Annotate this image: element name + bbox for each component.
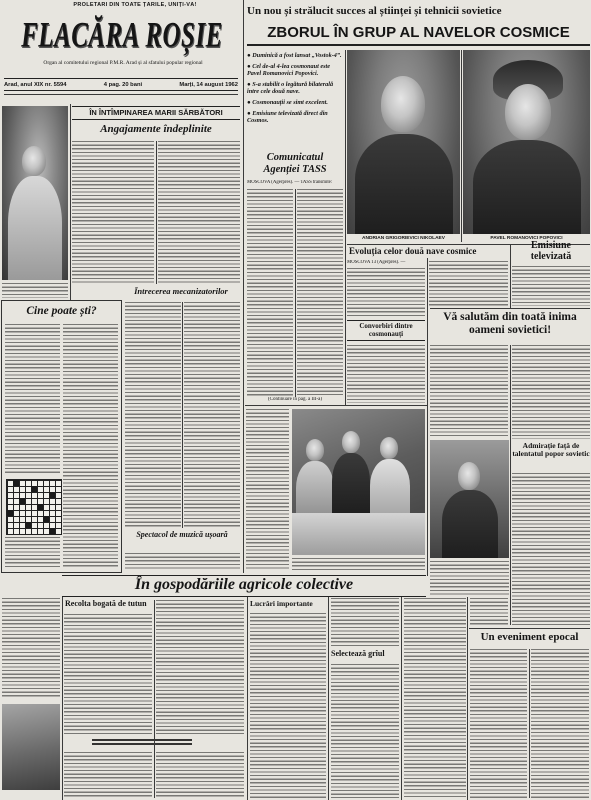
lead-kicker: Un nou și strălucit succes al științei și tehnicii sovietice	[247, 5, 502, 17]
tv-text	[512, 266, 590, 306]
greeting-heading: Vă salutăm din toată inima oameni sovietici!	[443, 311, 577, 336]
epochal-text-col2	[531, 649, 589, 798]
grain-text	[331, 664, 399, 798]
bottom-text-col2	[156, 752, 244, 798]
quiz-heading: Cine poate ști?	[26, 305, 97, 317]
quiz-text-col1-bottom	[5, 537, 60, 568]
portrait-nikolaev	[347, 50, 460, 234]
works-heading: Lucrări importante	[250, 600, 313, 608]
portrait-caption: PAVEL ROMANOVICI POPOVICI	[490, 236, 563, 241]
tass-text-col2	[297, 189, 343, 395]
lead-bullet: ● Cel de-al 4-lea cosmonaut este Pavel Romanovici Popovici.	[247, 62, 330, 78]
lead-bullet: ● Cosmonauții se simt excelent.	[247, 98, 328, 106]
tobacco-text-col2	[156, 600, 244, 734]
quiz-text-col2	[63, 324, 118, 568]
tass-text-col1	[247, 189, 293, 397]
lead-bullet: ● S-a stabilit o legătură bilaterală între cele două nave.	[247, 80, 334, 96]
issue-date: Marți, 14 august 1962	[179, 81, 238, 88]
greeting-text-col1	[430, 345, 508, 437]
masthead-logo: FLACĂRA ROȘIE	[21, 16, 223, 56]
epochal-intro-text	[470, 598, 508, 626]
tobacco-text-col1	[64, 614, 152, 734]
concert-heading: Spectacol de muzică ușoară	[136, 531, 228, 539]
photo-caption-text	[2, 283, 68, 298]
holiday-text-col2	[158, 141, 240, 284]
holiday-text-col1	[72, 141, 154, 284]
price: 4 pag. 20 bani	[103, 81, 143, 88]
lead-bullets	[247, 52, 343, 148]
tv-heading: Emisiune televizată	[530, 240, 572, 262]
evolution-dateline: MOSCOVA 13 (Agerpres). —	[347, 260, 406, 265]
bottom-text-col1	[64, 752, 152, 798]
grain-heading: Selectează grîul	[331, 650, 385, 658]
tass-continuation: (Continuare în pag. a III-a)	[267, 397, 322, 402]
portrait-caption: ANDRIAN GRIGORIEVICI NIKOLAEV	[362, 236, 445, 241]
evolution-text-col1	[347, 268, 425, 318]
masthead-slogan: PROLETARI DIN TOATE ȚĂRILE, UNIȚI-VĂ!	[73, 2, 197, 8]
quiz-box	[1, 300, 122, 573]
bottom-subheading	[92, 739, 192, 747]
greeting-text-col2	[512, 345, 590, 439]
admiration-heading: Admirație față de talentatul popor sovietic	[512, 442, 590, 459]
works-text	[250, 613, 326, 798]
competition-text-col1	[125, 302, 181, 528]
admiration-text	[512, 473, 590, 625]
talks-text	[347, 345, 425, 403]
radio-listener-photo	[430, 440, 509, 558]
talks-heading: Convorbiri dintre cosmonauți	[347, 320, 425, 341]
lead-bullet: ● Duminică a fost lansat „Vostok-4”.	[247, 52, 342, 59]
crossword-grid	[6, 479, 62, 535]
bottom-left-text	[2, 598, 60, 698]
group-photo-caption	[292, 558, 425, 572]
worker-photo	[2, 106, 68, 280]
quiz-text-col1	[5, 324, 60, 474]
masthead-subtitle: Organ al comitetului regional P.M.R. Arad și al sfatului popular regional	[43, 60, 203, 66]
holiday-banner: ÎN ÎNTÎMPINAREA MARII SĂRBĂTORI	[72, 106, 240, 120]
holiday-heading: Angajamente îndeplinite	[100, 123, 212, 135]
issue-number: Arad, anul XIX nr. 5594	[4, 81, 67, 88]
center-text-col	[246, 409, 289, 571]
tass-heading: Comunicatul Agenției TASS	[263, 152, 327, 175]
works-text-col3	[404, 598, 466, 798]
works-text-col2	[331, 598, 399, 646]
competition-heading: Întrecerea mecanizatorilor	[134, 287, 228, 296]
bottom-left-photo	[2, 704, 60, 790]
competition-text-col2	[184, 302, 240, 528]
lead-headline: ZBORUL ÎN GRUP AL NAVELOR COSMICE	[247, 22, 590, 46]
masthead-info-bar	[4, 78, 238, 91]
portrait-popovici	[463, 50, 590, 234]
epochal-text-col1	[470, 649, 527, 798]
farms-heading: În gospodăriile agricole colective	[62, 575, 426, 597]
epochal-heading: Un eveniment epocal	[480, 631, 579, 643]
group-photo	[292, 409, 425, 555]
radio-photo-caption	[430, 561, 509, 595]
evolution-text-col2	[429, 261, 508, 307]
tobacco-heading: Recolta bogată de tutun	[65, 600, 147, 608]
lead-bullet: ● Emisiune televizată direct din Cosmos.	[247, 109, 328, 125]
evolution-heading: Evoluția celor două nave cosmice	[349, 247, 477, 256]
tass-dateline: MOSCOVA (Agerpres). — TASS transmite:	[247, 180, 333, 185]
concert-text	[125, 553, 240, 571]
